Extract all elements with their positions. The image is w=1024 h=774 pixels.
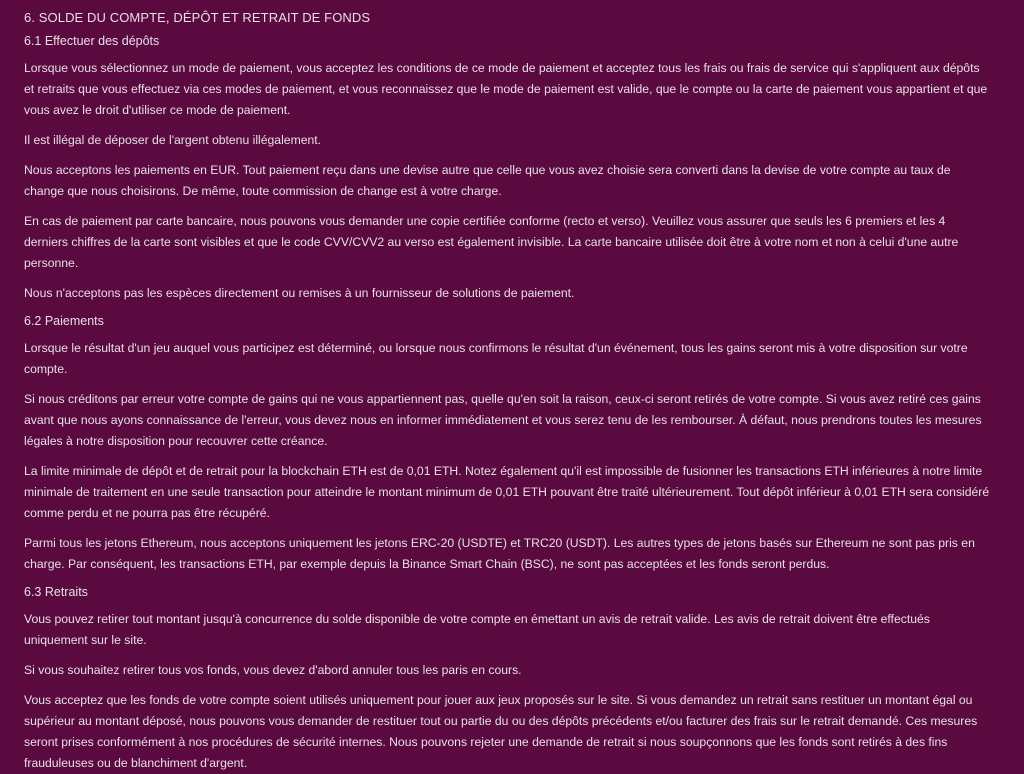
paragraph: Vous pouvez retirer tout montant jusqu'à concurrence du solde disponible de votre compte en émettant un avis de retrait valide. Les avis de retrait doivent être effectués uniquement sur le site.: [24, 612, 930, 647]
section-withdrawals: [24, 584, 1000, 774]
paragraph: Parmi tous les jetons Ethereum, nous acceptons uniquement les jetons ERC-20 (USDTE) et TRC20 (USDT). Les autres types de jetons basés sur Ethereum ne sont pas pris en charge. Par conséquent, les transactions ETH, par exemple depuis la Binance Smart Chain (BSC), ne sont pas acceptées et les fonds seront perdus.: [24, 536, 975, 571]
paragraph: Il est illégal de déposer de l'argent obtenu illégalement.: [24, 133, 322, 147]
document-title: 6. SOLDE DU COMPTE, DÉPÔT ET RETRAIT DE FONDS: [24, 10, 371, 25]
paragraph: La limite minimale de dépôt et de retrait pour la blockchain ETH est de 0,01 ETH. Notez également qu'il est impossible de fusionner les transactions ETH inférieures à notre limite minimale de traitement en une seule transaction pour atteindre le montant minimum de 0,01 ETH pouvant être traité ultérieurement. Tout dépôt inférieur à 0,01 ETH sera considéré comme perdu et ne pourra pas être récupéré.: [24, 464, 990, 520]
paragraph: Nous n'acceptons pas les espèces directement ou remises à un fournisseur de solutions de paiement.: [24, 286, 575, 300]
paragraph: Lorsque vous sélectionnez un mode de paiement, vous acceptez les conditions de ce mode de paiement et acceptez tous les frais ou frais de service qui s'appliquent aux dépôts et retraits que vous effectuez via ces modes de paiement, et vous reconnaissez que le mode de paiement est valide, que le compte ou la carte de paiement vous appartient et que vous avez le droit d'utiliser ce mode de paiement.: [24, 61, 988, 117]
section-heading: 6.2 Paiements: [24, 314, 104, 328]
section-payments: [24, 313, 1000, 575]
paragraph: Nous acceptons les paiements en EUR. Tout paiement reçu dans une devise autre que celle que vous avez choisie sera converti dans la devise de votre compte au taux de change que nous choisirons. De même, toute commission de change est à votre charge.: [24, 163, 951, 198]
section-deposits: [24, 33, 1000, 304]
paragraph: Lorsque le résultat d'un jeu auquel vous participez est déterminé, ou lorsque nous confirmons le résultat d'un événement, tous les gains seront mis à votre disposition sur votre compte.: [24, 341, 968, 376]
section-heading: 6.3 Retraits: [24, 585, 88, 599]
paragraph: Si vous souhaitez retirer tous vos fonds, vous devez d'abord annuler tous les paris en cours.: [24, 663, 522, 677]
paragraph: Si nous créditons par erreur votre compte de gains qui ne vous appartiennent pas, quelle qu'en soit la raison, ceux-ci seront retirés de votre compte. Si vous avez retiré ces gains avant que nous ayons connaissance de l'erreur, vous devez nous en informer immédiatement et vous serez tenu de les rembourser. À défaut, nous prendrons toutes les mesures légales à notre disposition pour recouvrer cette créance.: [24, 392, 982, 448]
paragraph: Vous acceptez que les fonds de votre compte soient utilisés uniquement pour jouer aux jeux proposés sur le site. Si vous demandez un retrait sans restituer un montant égal ou supérieur au montant déposé, nous pouvons vous demander de restituer tout ou partie du ou des dépôts précédents et/ou facturer des frais sur le retrait demandé. Ces mesures seront prises conformément à nos procédures de sécurité internes. Nous pouvons rejeter une demande de retrait si nous soupçonnons que les fonds sont retirés à des fins frauduleuses ou de blanchiment d'argent.: [24, 693, 978, 770]
paragraph: En cas de paiement par carte bancaire, nous pouvons vous demander une copie certifiée conforme (recto et verso). Veuillez vous assurer que seuls les 6 premiers et les 4 derniers chiffres de la carte sont visibles et que le code CVV/CVV2 au verso est également invisible. La carte bancaire utilisée doit être à votre nom et non à celui d'une autre personne.: [24, 214, 959, 270]
section-heading: 6.1 Effectuer des dépôts: [24, 34, 160, 48]
